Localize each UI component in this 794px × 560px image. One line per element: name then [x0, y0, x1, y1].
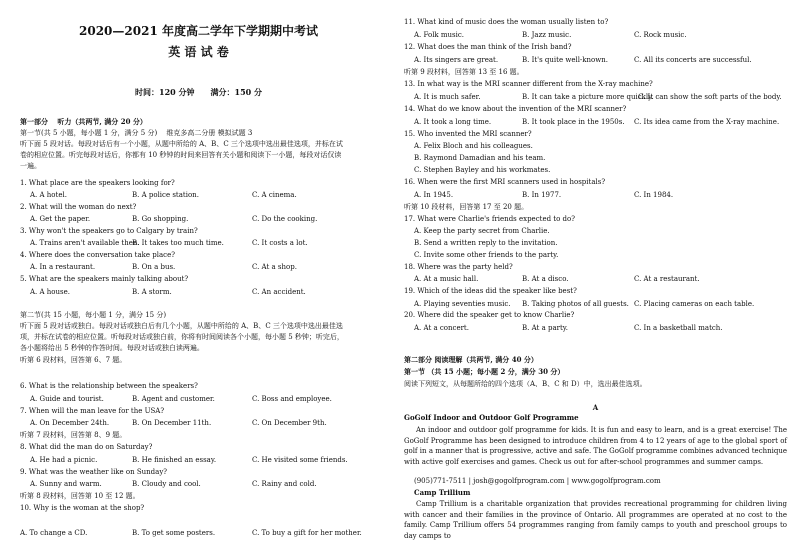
section1-instruction: 一遍。 [20, 162, 41, 170]
option-b[interactable]: B. To get some posters. [132, 529, 216, 537]
option-a[interactable]: A. To change a CD. [20, 529, 88, 537]
question-text: 19. Which of the ideas did the speaker like best? [404, 287, 577, 295]
option-b[interactable]: B. He finished an essay. [132, 456, 217, 464]
option-a[interactable]: A. Its singers are great. [414, 56, 499, 64]
section1-instruction: 卷的相应位置。听完每段对话后，你都有 10 秒钟的时间来回答有关小题和阅读下一小题，每段对话仅读 [20, 151, 342, 159]
section2-instruction: 听下面 5 段对话或独白。每段对话或独白后有几个小题，从题中所给的 A、B、C 三个选项中选出最佳选 [20, 322, 343, 330]
option-b[interactable]: B. At a party. [522, 324, 569, 332]
option-c[interactable]: C. In 1984. [634, 191, 674, 199]
question-text: 17. What were Charlie's friends expected to do? [404, 215, 575, 223]
part1-heading: 第一部分 听力（共两节, 满分 20 分） [20, 117, 147, 126]
option-b[interactable]: B. Taking photos of all guests. [522, 300, 629, 308]
option-c[interactable]: C. On December 9th. [252, 419, 327, 427]
option-a[interactable]: A. At a concert. [414, 324, 469, 332]
option-c[interactable]: C. Boss and employee. [252, 395, 332, 403]
passage-contact: (905)771-7511 | josh@gogolfprogram.com | www.gogolfprogram.com [414, 477, 661, 485]
material-note: 听第 8 段材料，回答第 10 至 12 题。 [20, 492, 140, 500]
option-b[interactable]: B. Send a written reply to the invitation. [414, 239, 558, 247]
material-note: 听第 7 段材料，回答第 8、9 题。 [20, 431, 127, 439]
option-b[interactable]: B. Cloudy and cool. [132, 480, 201, 488]
option-b[interactable]: B. It's quite well-known. [522, 56, 608, 64]
part2-section1-heading: 第一节 （共 15 小题；每小题 2 分，满分 30 分） [404, 367, 565, 376]
option-a[interactable]: A. On December 24th. [30, 419, 110, 427]
passage-title-2: Camp Trillium [414, 488, 471, 497]
option-c[interactable]: C. It can show the soft parts of the body. [638, 93, 782, 101]
option-a[interactable]: A. It is much safer. [414, 93, 481, 101]
question-text: 13. In what way is the MRI scanner different from the X-ray machine? [404, 80, 653, 88]
option-c[interactable]: C. An accident. [252, 288, 306, 296]
question-text: 5. What are the speakers mainly talking about? [20, 275, 189, 283]
exam-meta: 时间：120 分钟 满分：150 分 [135, 87, 262, 97]
passage-paragraph: Camp Trillium is a charitable organization that provides recreational programming for children living with cancer and their families in the province of Ontario. All programmes are operated at no cost to the family. Camp Trillium offers 54 programmes ranging from family camps to youth and preschool groups to day camps to [404, 500, 787, 540]
question-text: 8. What did the man do on Saturday? [20, 443, 153, 451]
question-text: 9. What was the weather like on Sunday? [20, 468, 168, 476]
option-a[interactable]: A. A house. [30, 288, 70, 296]
option-b[interactable]: B. A storm. [132, 288, 172, 296]
question-text: 16. When were the first MRI scanners used in hospitals? [404, 178, 606, 186]
section2-instruction: 项，并标在试卷的相应位置。听每段对话或独白前，你将有时间阅读各个小题，每小题 5 秒钟；听完后， [20, 333, 344, 341]
question-text: 20. Where did the speaker get to know Charlie? [404, 311, 575, 319]
option-c[interactable]: C. To buy a gift for her mother. [252, 529, 362, 537]
option-a[interactable]: A. At a music hall. [414, 275, 479, 283]
option-a[interactable]: A. Guide and tourist. [30, 395, 104, 403]
section2-instruction: 各小题将给出 5 秒钟的作答时间。每段对话或独白读两遍。 [20, 344, 204, 352]
option-b[interactable]: B. Go shopping. [132, 215, 189, 223]
option-b[interactable]: B. A police station. [132, 191, 199, 199]
question-text: 4. Where does the conversation take place? [20, 251, 175, 259]
question-text: 12. What does the man think of the Irish band? [404, 43, 572, 51]
question-text: 6. What is the relationship between the speakers? [20, 382, 198, 390]
option-c[interactable]: C. Do the cooking. [252, 215, 318, 223]
option-c[interactable]: C. Rock music. [634, 31, 687, 39]
option-b[interactable]: B. At a disco. [522, 275, 569, 283]
option-c[interactable]: C. Invite some other friends to the party. [414, 251, 559, 259]
option-b[interactable]: B. It can take a picture more quickly. [522, 93, 654, 101]
option-b[interactable]: B. Jazz music. [522, 31, 572, 39]
option-c[interactable]: C. Its idea came from the X-ray machine. [634, 118, 780, 126]
option-a[interactable]: A. Sunny and warm. [30, 480, 102, 488]
question-text: 15. Who invented the MRI scanner? [404, 130, 532, 138]
part2-instruction: 阅读下列短文，从每题所给的四个选项（A、B、C 和 D）中，选出最佳选项。 [404, 380, 647, 388]
material-note: 听第 10 段材料，回答第 17 至 20 题。 [404, 203, 529, 211]
option-c[interactable]: C. At a restaurant. [634, 275, 700, 283]
passage-title: GoGolf Indoor and Outdoor Golf Programme [404, 413, 579, 422]
option-a[interactable]: A. Get the paper. [30, 215, 91, 223]
option-a[interactable]: A. It took a long time. [414, 118, 492, 126]
question-text: 7. When will the man leave for the USA? [20, 407, 165, 415]
option-c[interactable]: C. At a shop. [252, 263, 297, 271]
question-text: 1. What place are the speakers looking for? [20, 179, 175, 187]
option-c[interactable]: C. A cinema. [252, 191, 297, 199]
option-b[interactable]: B. It takes too much time. [132, 239, 224, 247]
section1-heading: 第一节(共 5 小题，每小题 1 分，满分 5 分) 维克多高二分册 模拟试题 3 [20, 129, 253, 137]
part2-heading: 第二部分 阅读理解（共两节, 满分 40 分） [404, 355, 538, 364]
question-text: 10. Why is the woman at the shop? [20, 504, 145, 512]
option-c[interactable]: C. Stephen Bayley and his workmates. [414, 166, 551, 174]
option-c[interactable]: C. Placing cameras on each table. [634, 300, 755, 308]
option-a[interactable]: A. In a restaurant. [30, 263, 96, 271]
option-b[interactable]: B. On December 11th. [132, 419, 212, 427]
option-b[interactable]: B. On a bus. [132, 263, 176, 271]
option-a[interactable]: A. He had a picnic. [30, 456, 98, 464]
question-text: 14. What do we know about the invention of the MRI scanner? [404, 105, 627, 113]
option-b[interactable]: B. Agent and customer. [132, 395, 215, 403]
option-a[interactable]: A. Keep the party secret from Charlie. [414, 227, 550, 235]
exam-title: 2020—2021 年度高二学年下学期期中考试 [79, 24, 318, 38]
option-c[interactable]: C. All its concerts are successful. [634, 56, 752, 64]
option-c[interactable]: C. He visited some friends. [252, 456, 348, 464]
material-note: 听第 6 段材料，回答第 6、7 题。 [20, 356, 127, 364]
passage-letter: A [592, 403, 599, 412]
option-b[interactable]: B. In 1977. [522, 191, 562, 199]
question-text: 18. Where was the party held? [404, 263, 513, 271]
option-c[interactable]: C. It costs a lot. [252, 239, 308, 247]
section2-heading: 第二节(共 15 小题，每小题 1 分，满分 15 分) [20, 311, 167, 319]
option-a[interactable]: A. Felix Bloch and his colleagues. [414, 142, 533, 150]
option-a[interactable]: A. In 1945. [414, 191, 454, 199]
question-text: 3. Why won't the speakers go to Calgary by train? [20, 227, 198, 235]
exam-subtitle: 英 语 试 卷 [168, 45, 229, 59]
question-text: 11. What kind of music does the woman usually listen to? [404, 18, 609, 26]
question-text: 2. What will the woman do next? [20, 203, 137, 211]
option-b[interactable]: B. Raymond Damadian and his team. [414, 154, 546, 162]
material-note: 听第 9 段材料，回答第 13 至 16 题。 [404, 68, 524, 76]
passage-paragraph: An indoor and outdoor golf programme for kids. It is fun and easy to learn, and is a great exercise! The GoGolf Programme has been designed to introduce children from 4 to 12 years of age to the global sport of golf in a manner that is progressive, active and safe. The GoGolf programme combines advanced technique with active golf exercises and games. Check us out for after-school programmes and summer camps. [404, 426, 787, 466]
option-a[interactable]: A. Playing seventies music. [414, 300, 511, 308]
option-c[interactable]: C. In a basketball match. [634, 324, 723, 332]
section1-instruction: 听下面 5 段对话。每段对话后有一个小题，从题中所给的 A、B、C 三个选项中选出最佳选项，并标在试 [20, 140, 343, 148]
option-a[interactable]: A. Trains aren't available then. [30, 239, 140, 247]
option-c[interactable]: C. Rainy and cold. [252, 480, 317, 488]
option-b[interactable]: B. It took place in the 1950s. [522, 118, 625, 126]
option-a[interactable]: A. A hotel. [30, 191, 67, 199]
option-a[interactable]: A. Folk music. [414, 31, 465, 39]
